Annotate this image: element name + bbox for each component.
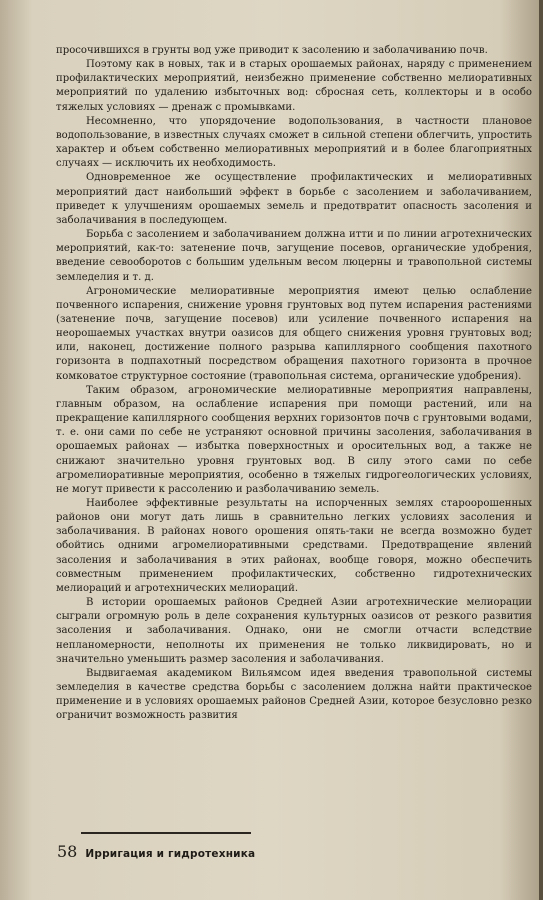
paragraph: Борьба с засолением и заболачиванием должна итти и по линии агротехнических мероприятий, как-то: затенение почв, загущение посевов, органические удобрения, введение севооборотов с большим удельным весом люцерны и травопольной системы земледелия и т. д. — [56, 229, 532, 283]
footer-rule — [81, 832, 251, 834]
paragraph: Выдвигаемая академиком Вильямсом идея введения травопольной системы земледелия в качестве средства борьбы с засолением должна найти практическое применение и в условиях орошаемых районов Средней Азии, которое безусловно резко ограничит возможность развития — [56, 667, 532, 722]
paragraph: В истории орошаемых районов Средней Азии агротехнические мелиорации сыграли огромную роль в деле сохранения культурных оазисов от резкого развития засоления и заболачивания. Однако, они не смогли отчасти вследствие непланомерности, неполноты их применения не только ликвидировать, но и значительно уменьшить размер засоления и заболачивания. — [56, 597, 532, 665]
paragraph: Поэтому как в новых, так и в старых орошаемых районах, наряду с применением профилактических мероприятий, неизбежно применение собственно мелиоративных мероприятий по удалению избыточных вод: сбросная сеть, коллекторы и в особо тяжелых условиях — дренаж с промывками. — [56, 59, 532, 113]
paragraph: Таким образом, агрономические мелиоративные мероприятия направлены, главным образом, на ослабление испарения при помощи растений, или на прекращение капиллярного сообщения верхних горизонтов почв с грунтовыми водами, т. е. они сами по себе не устраняют основной причины засоления, заболачивания в орошаемых районах — избытка поверхностных и оросительных вод, а также не снижают значительно уровня грунтовых вод. В силу этого сами по себе агромелиоративные мероприятия, особенно в тяжелых гидрогеологических условиях, не могут привести к рассолению и разболачиванию земель. — [56, 384, 532, 495]
paragraph: Одновременное же осуществление профилактических и мелиоративных мероприятий даст наибольший эффект в борьбе с засолением и заболачиванием, приведет к улучшениям орошаемых земель и предотвратит опасность засоления и заболачивания в последующем. — [56, 172, 532, 226]
page-number: 58 — [57, 842, 78, 861]
paragraph: просочившихся в грунты вод уже приводит к засолению и заболачиванию почв. — [56, 45, 488, 56]
paragraph: Несомненно, что упорядочение водопользования, в частности плановое водопользование, в известных случаях сможет в сильной степени облегчить, упростить характер и объем собственно мелиоративных мероприятий и в более благоприятных случаях — исключить их необходимость. — [56, 115, 532, 170]
journal-title: Ирригация и гидротехника — [85, 848, 256, 860]
paragraph: Агрономические мелиоративные мероприятия имеют целью ослабление почвенного испарения, снижение уровня грунтовых вод путем испарения растениями (затенение почв, загущение посевов) или усиление почвенного испарения на неорошаемых участках внутри оазисов для общего снижения уровня грунтовых вод; или, наконец, достижение полного разрыва капиллярного сообщения пахотного горизонта в подпахотный посредством обращения пахотного горизонта в прочное комковатое структурное состояние (травопольная система, органические удобрения). — [56, 285, 532, 382]
paragraph: Наиболее эффективные результаты на испорченных землях староорошенных районов они могут дать лишь в сравнительно легких условиях засоления и заболачивания. В районах нового орошения опять-таки не всегда возможно будет обойтись одними агромелиоративными средствами. Предотвращение явлений засоления и заболачивания в этих районах, вообще говоря, можно обеспечить совместным применением профилактических, собственно гидротехнических мелиораций и агротехнических мелиораций. — [56, 498, 532, 594]
page-footer — [57, 842, 255, 861]
article-body — [56, 44, 532, 724]
